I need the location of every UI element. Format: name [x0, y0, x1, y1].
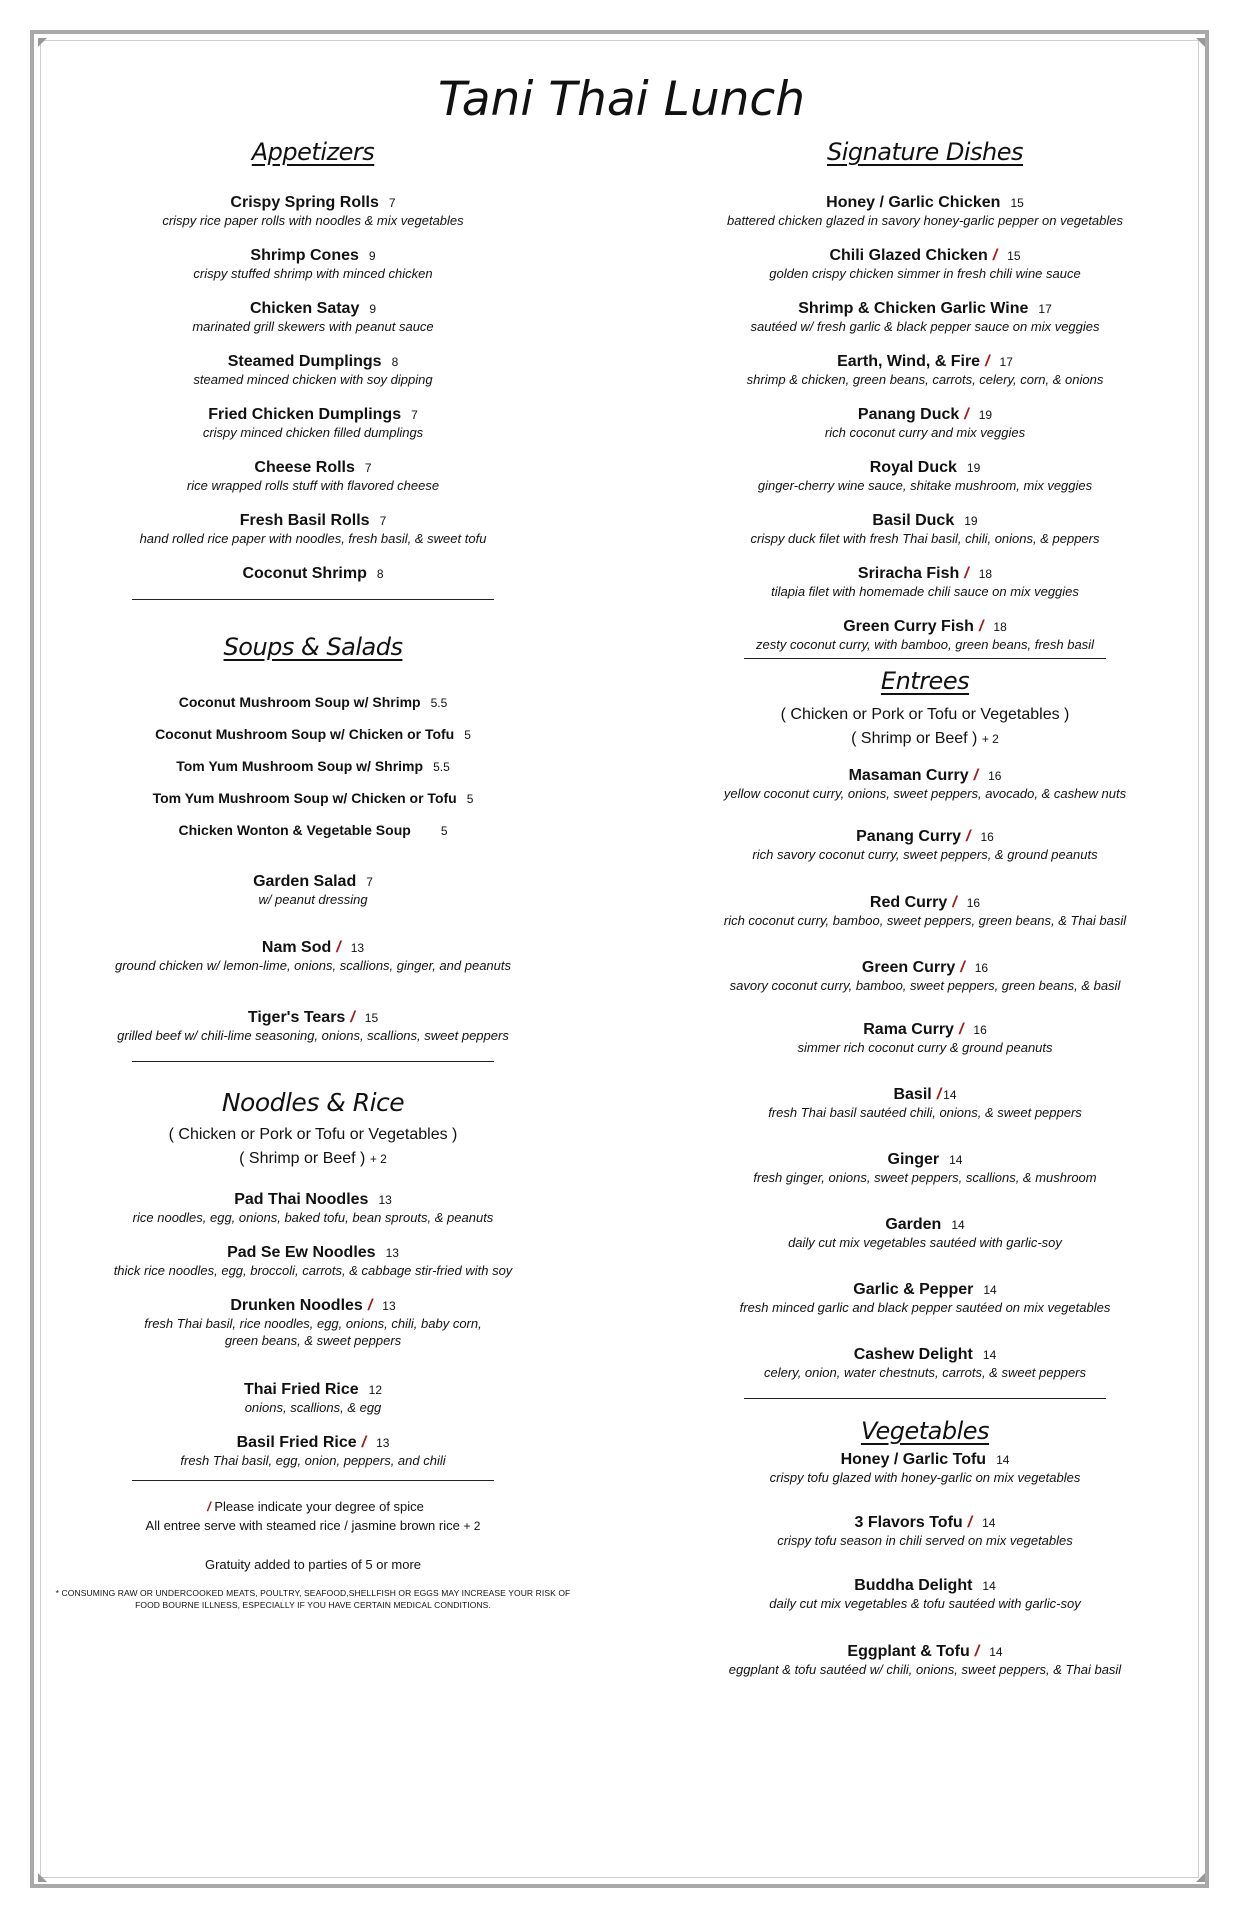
item-price: 5 — [464, 728, 471, 742]
chili-pepper-icon: / — [952, 894, 957, 911]
menu-item — [82, 247, 544, 300]
menu-item — [82, 512, 544, 565]
vegetables-heading: Vegetables — [860, 1417, 990, 1445]
chili-pepper-icon: / — [992, 247, 998, 264]
item-price: 13 — [382, 1299, 396, 1313]
item-name: Steamed Dumplings — [227, 353, 382, 370]
chili-pepper-icon: / — [985, 353, 990, 370]
protein-options-premium — [82, 1147, 544, 1171]
item-desc: ginger-cherry wine sauce, shitake mushroom, mix veggies — [757, 478, 1093, 493]
menu-item — [690, 1346, 1160, 1398]
item-name: Basil Duck — [872, 512, 955, 529]
item-name: Buddha Delight — [854, 1577, 973, 1594]
menu-item — [82, 459, 544, 512]
menu-item — [690, 1577, 1160, 1643]
item-desc: crispy tofu season in chili served on mix vegetables — [777, 1533, 1073, 1548]
item-desc: thick rice noodles, egg, broccoli, carrots, & cabbage stir-fried with soy — [113, 1263, 513, 1278]
chili-pepper-icon: / — [978, 618, 984, 635]
menu-item — [690, 194, 1160, 247]
item-price: 14 — [951, 1218, 965, 1232]
item-desc: fresh ginger, onions, sweet peppers, scallions, & mushroom — [753, 1170, 1097, 1185]
item-name: Royal Duck — [869, 459, 957, 476]
chili-pepper-icon: / — [350, 1009, 355, 1026]
item-price: 18 — [993, 620, 1007, 634]
menu-item — [690, 828, 1160, 894]
item-name: Shrimp Cones — [250, 247, 359, 264]
item-desc: ground chicken w/ lemon-lime, onions, scallions, ginger, and peanuts — [114, 958, 511, 973]
menu-item — [690, 300, 1160, 353]
menu-item — [82, 1244, 544, 1297]
item-name: Pad Thai Noodles — [234, 1191, 369, 1208]
item-desc: crispy duck filet with fresh Thai basil, chili, onions, & peppers — [750, 531, 1100, 546]
item-desc: eggplant & tofu sautéed w/ chili, onions, sweet peppers, & Thai basil — [728, 1662, 1122, 1677]
item-price: 14 — [943, 1088, 957, 1102]
soup-item — [82, 783, 544, 815]
item-desc: battered chicken glazed in savory honey-garlic pepper on vegetables — [726, 213, 1124, 228]
item-price: 19 — [978, 408, 993, 422]
menu-item — [690, 894, 1160, 959]
corner-ornament — [1196, 38, 1205, 47]
item-name: Shrimp & Chicken Garlic Wine — [798, 300, 1029, 317]
item-name: Basil — [893, 1086, 932, 1103]
item-price: 14 — [982, 1516, 996, 1530]
item-name: Sriracha Fish — [857, 565, 960, 582]
item-name: 3 Flavors Tofu — [854, 1514, 963, 1531]
gratuity-note: Gratuity added to parties of 5 or more — [204, 1557, 422, 1572]
menu-item — [82, 1434, 544, 1480]
item-desc: golden crispy chicken simmer in fresh chili wine sauce — [769, 266, 1081, 281]
corner-ornament — [38, 38, 47, 47]
item-price: 14 — [996, 1453, 1010, 1467]
menu-item — [82, 353, 544, 406]
item-price: 8 — [376, 567, 384, 581]
item-price: 7 — [411, 408, 418, 422]
corner-ornament — [38, 1873, 47, 1882]
menu-item — [690, 512, 1160, 565]
item-price: 13 — [376, 1436, 390, 1450]
menu-item — [690, 1451, 1160, 1514]
item-name: Fried Chicken Dumplings — [208, 406, 402, 423]
menu-item — [82, 1381, 544, 1434]
item-name: Nam Sod — [261, 939, 332, 956]
item-desc: hand rolled rice paper with noodles, fresh basil, & sweet tofu — [139, 531, 487, 546]
menu-item — [82, 1191, 544, 1244]
item-price: 13 — [378, 1193, 392, 1207]
item-price: 18 — [978, 567, 993, 581]
item-name: Green Curry — [861, 959, 956, 976]
item-price: 14 — [982, 1579, 996, 1593]
left-column — [55, 138, 571, 1611]
divider — [744, 1398, 1106, 1399]
item-name: Tiger's Tears — [247, 1009, 346, 1026]
item-price: 7 — [364, 461, 372, 475]
item-desc: fresh Thai basil, rice noodles, egg, onions, chili, baby corn, — [144, 1316, 482, 1331]
item-name: Chicken Satay — [249, 300, 360, 317]
item-price: 5.5 — [433, 760, 450, 774]
item-desc: fresh Thai basil, egg, onion, peppers, and chili — [180, 1453, 446, 1468]
soup-item — [82, 719, 544, 751]
menu-item — [690, 618, 1160, 658]
item-price: 16 — [966, 896, 981, 910]
item-desc: crispy stuffed shrimp with minced chicken — [193, 266, 433, 281]
signature-heading: Signature Dishes — [826, 138, 1024, 166]
item-desc: fresh minced garlic and black pepper sautéed on mix vegetables — [739, 1300, 1111, 1315]
item-desc: savory coconut curry, bamboo, sweet peppers, green beans, & basil — [729, 978, 1121, 993]
item-name: Chicken Wonton & Vegetable Soup — [178, 822, 411, 838]
chili-pepper-icon: / — [207, 1499, 211, 1514]
item-name: Masaman Curry — [848, 767, 969, 784]
item-price: 17 — [999, 355, 1013, 369]
item-desc: fresh Thai basil sautéed chili, onions, & sweet peppers — [768, 1105, 1082, 1120]
menu-item — [82, 406, 544, 459]
item-desc: shrimp & chicken, green beans, carrots, celery, corn, & onions — [746, 372, 1104, 387]
item-price: 14 — [949, 1153, 963, 1167]
chili-pepper-icon: / — [964, 565, 969, 582]
menu-item — [690, 1086, 1160, 1151]
protein-premium: ( Shrimp or Beef ) — [239, 1150, 366, 1167]
item-price: 5 — [440, 824, 448, 838]
divider — [744, 658, 1106, 659]
menu-item — [690, 767, 1160, 828]
divider — [132, 1061, 494, 1062]
item-desc: simmer rich coconut curry & ground peanuts — [797, 1040, 1053, 1055]
item-price: 5 — [466, 792, 474, 806]
protein-premium: ( Shrimp or Beef ) — [851, 730, 978, 747]
item-name: Fresh Basil Rolls — [239, 512, 370, 529]
item-price: 14 — [982, 1348, 997, 1362]
soup-item — [82, 687, 544, 719]
menu-title: Tani Thai Lunch — [437, 72, 806, 127]
item-name: Garden Salad — [253, 873, 357, 890]
item-name: Tom Yum Mushroom Soup w/ Shrimp — [176, 758, 424, 774]
item-price: 7 — [366, 875, 373, 889]
item-name: Coconut Mushroom Soup w/ Chicken or Tofu — [155, 726, 455, 742]
spice-note-text: Please indicate your degree of spice — [214, 1499, 424, 1514]
menu-item — [82, 1009, 544, 1061]
menu-item — [82, 194, 544, 247]
item-name: Coconut Shrimp — [242, 565, 367, 582]
item-desc: grilled beef w/ chili-lime seasoning, onions, scallions, sweet peppers — [117, 1028, 509, 1043]
soups-heading: Soups & Salads — [223, 633, 403, 661]
rice-note — [82, 1516, 544, 1536]
premium-surcharge: + 2 — [981, 732, 999, 746]
item-name: Chili Glazed Chicken — [829, 247, 988, 264]
item-desc: crispy minced chicken filled dumplings — [202, 425, 424, 440]
soup-item — [82, 815, 544, 847]
item-desc: crispy tofu glazed with honey-garlic on mix vegetables — [769, 1470, 1081, 1485]
item-price: 7 — [388, 196, 396, 210]
entrees-heading: Entrees — [880, 667, 970, 695]
item-price: 16 — [973, 1023, 987, 1037]
menu-item — [690, 353, 1160, 406]
item-name: Honey / Garlic Chicken — [826, 194, 1001, 211]
item-price: 9 — [368, 249, 376, 263]
chili-pepper-icon: / — [336, 939, 341, 956]
item-name: Coconut Mushroom Soup w/ Shrimp — [178, 694, 421, 710]
item-name: Rama Curry — [863, 1021, 954, 1038]
item-desc: marinated grill skewers with peanut sauce — [192, 319, 434, 334]
divider — [132, 599, 494, 600]
rice-surcharge: + 2 — [463, 1519, 481, 1533]
chili-pepper-icon: / — [973, 767, 979, 784]
item-name: Cheese Rolls — [254, 459, 355, 476]
item-name: Cashew Delight — [853, 1346, 973, 1363]
menu-item — [690, 1216, 1160, 1281]
item-price: 5.5 — [430, 696, 448, 710]
item-price: 13 — [385, 1246, 399, 1260]
item-desc: zesty coconut curry, with bamboo, green beans, fresh basil — [756, 637, 1094, 652]
item-name: Thai Fried Rice — [243, 1381, 359, 1398]
protein-options: ( Chicken or Pork or Tofu or Vegetables ) — [168, 1126, 458, 1143]
item-name: Tom Yum Mushroom Soup w/ Chicken or Tofu — [152, 790, 457, 806]
item-name: Panang Curry — [856, 828, 962, 845]
chili-pepper-icon: / — [967, 1514, 973, 1531]
item-name: Drunken Noodles — [230, 1297, 363, 1314]
item-desc: onions, scallions, & egg — [244, 1400, 382, 1415]
item-desc: celery, onion, water chestnuts, carrots, & sweet peppers — [763, 1365, 1087, 1380]
item-desc: crispy rice paper rolls with noodles & mix vegetables — [162, 213, 464, 228]
item-price: 13 — [350, 941, 365, 955]
item-desc: rich savory coconut curry, sweet peppers, & ground peanuts — [752, 847, 1098, 862]
menu-item — [690, 1281, 1160, 1346]
divider — [132, 1480, 494, 1481]
item-price: 19 — [964, 514, 978, 528]
menu-item — [690, 406, 1160, 459]
item-desc: daily cut mix vegetables & tofu sautéed with garlic-soy — [769, 1596, 1081, 1611]
premium-surcharge: + 2 — [369, 1152, 387, 1166]
item-name: Crispy Spring Rolls — [230, 194, 379, 211]
item-desc: steamed minced chicken with soy dipping — [193, 372, 433, 387]
chili-pepper-icon: / — [964, 406, 969, 423]
spice-note — [82, 1497, 544, 1516]
item-desc: w/ peanut dressing — [258, 892, 368, 907]
menu-item — [82, 939, 544, 1009]
item-name: Red Curry — [869, 894, 948, 911]
item-name: Ginger — [887, 1151, 940, 1168]
health-warning-cont: FOOD BOURNE ILLNESS, ESPECIALLY IF YOU HAVE CERTAIN MEDICAL CONDITIONS. — [135, 1600, 491, 1610]
item-price: 9 — [369, 302, 377, 316]
item-desc: rice noodles, egg, onions, baked tofu, bean sprouts, & peanuts — [132, 1210, 494, 1225]
menu-item — [82, 1297, 544, 1381]
item-desc: rich coconut curry, bamboo, sweet peppers, green beans, & Thai basil — [723, 913, 1127, 928]
item-name: Eggplant & Tofu — [847, 1643, 970, 1660]
item-price: 16 — [988, 769, 1002, 783]
item-desc: sautéed w/ fresh garlic & black pepper sauce on mix veggies — [750, 319, 1100, 334]
health-warning: * CONSUMING RAW OR UNDERCOOKED MEATS, POULTRY, SEAFOOD,SHELLFISH OR EGGS MAY INCREASE YOUR RISK OF — [55, 1588, 571, 1598]
menu-item — [82, 565, 544, 599]
item-price: 15 — [364, 1011, 379, 1025]
chili-pepper-icon: / — [960, 959, 965, 976]
item-price: 19 — [966, 461, 981, 475]
menu-item — [690, 565, 1160, 618]
item-price: 14 — [983, 1283, 997, 1297]
item-desc: rich coconut curry and mix veggies — [824, 425, 1026, 440]
item-desc: rice wrapped rolls stuff with flavored cheese — [186, 478, 440, 493]
item-price: 15 — [1010, 196, 1024, 210]
rice-note-text: All entree serve with steamed rice / jasmine brown rice — [145, 1518, 460, 1533]
item-price: 8 — [391, 355, 399, 369]
chili-pepper-icon: / — [966, 828, 971, 845]
item-name: Honey / Garlic Tofu — [840, 1451, 987, 1468]
menu-item — [82, 873, 544, 939]
item-name: Panang Duck — [857, 406, 960, 423]
menu-item — [690, 959, 1160, 1021]
menu-item — [690, 247, 1160, 300]
appetizers-heading: Appetizers — [251, 138, 375, 166]
item-name: Garlic & Pepper — [853, 1281, 974, 1298]
soup-item — [82, 751, 544, 783]
item-price: 17 — [1038, 302, 1052, 316]
menu-item — [690, 459, 1160, 512]
item-desc-cont: green beans, & sweet peppers — [224, 1333, 402, 1348]
item-price: 16 — [974, 961, 989, 975]
protein-options-premium — [690, 727, 1160, 751]
item-name: Pad Se Ew Noodles — [227, 1244, 376, 1261]
item-price: 12 — [368, 1383, 383, 1397]
chili-pepper-icon: / — [958, 1021, 964, 1038]
menu-item — [690, 1021, 1160, 1086]
menu-item — [690, 1643, 1160, 1683]
item-desc: yellow coconut curry, onions, sweet peppers, avocado, & cashew nuts — [723, 786, 1127, 801]
item-desc: daily cut mix vegetables sautéed with garlic-soy — [788, 1235, 1062, 1250]
item-name: Green Curry Fish — [843, 618, 974, 635]
chili-pepper-icon: / — [974, 1643, 980, 1660]
item-name: Basil Fried Rice — [236, 1434, 357, 1451]
protein-options: ( Chicken or Pork or Tofu or Vegetables ) — [780, 706, 1070, 723]
noodles-heading: Noodles & Rice — [221, 1088, 405, 1117]
chili-pepper-icon: / — [367, 1297, 373, 1314]
item-price: 7 — [379, 514, 387, 528]
item-price: 15 — [1007, 249, 1021, 263]
item-name: Earth, Wind, & Fire — [837, 353, 981, 370]
item-price: 14 — [989, 1645, 1003, 1659]
menu-item — [82, 300, 544, 353]
menu-item — [690, 1514, 1160, 1577]
corner-ornament — [1196, 1873, 1205, 1882]
item-name: Garden — [885, 1216, 942, 1233]
item-price: 16 — [980, 830, 994, 844]
chili-pepper-icon: / — [936, 1086, 942, 1103]
item-desc: tilapia filet with homemade chili sauce on mix veggies — [771, 584, 1079, 599]
chili-pepper-icon: / — [361, 1434, 367, 1451]
right-column — [690, 138, 1160, 1683]
menu-item — [690, 1151, 1160, 1216]
